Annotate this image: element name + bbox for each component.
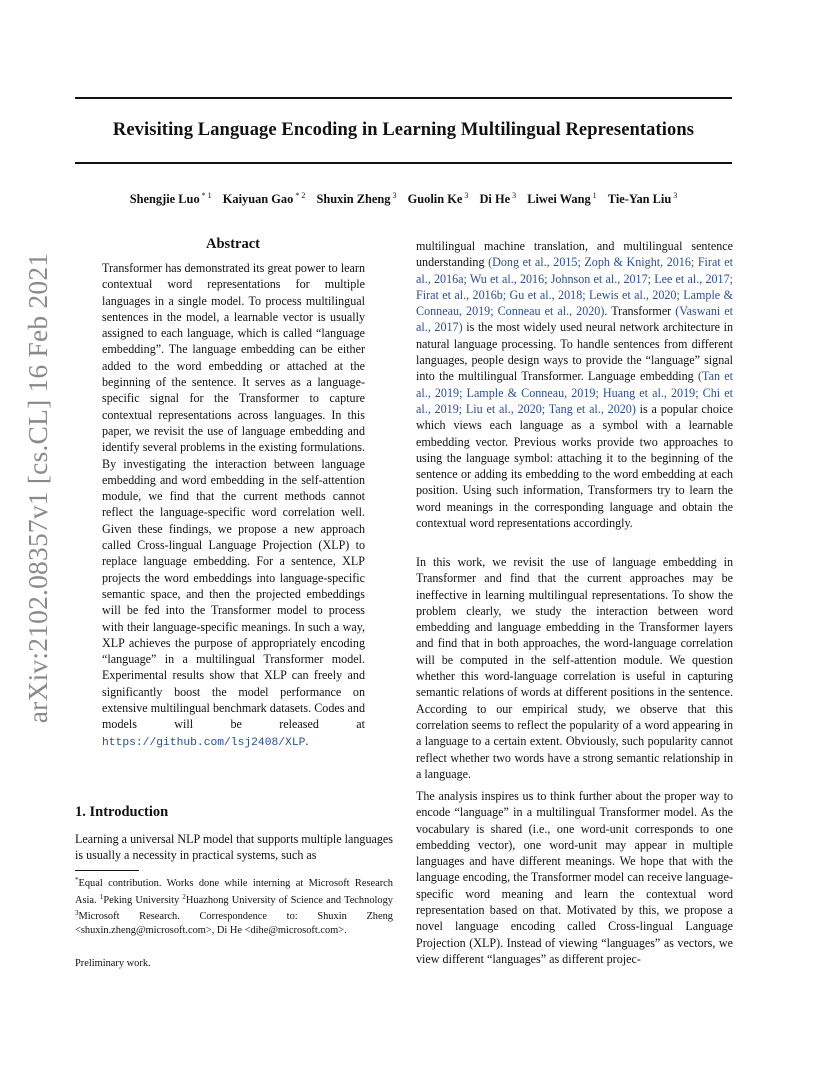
arxiv-id: arXiv:2102.08357v1 [cs.CL] 16 Feb 2021 [22, 252, 53, 723]
abstract-heading: Abstract [206, 236, 260, 252]
citation-link[interactable]: (Tan et al., 2019; Lample & Conneau, 2019; Huang et al., 2019; Chi et al., 2019; Liu et al., 2020; Tang et al., 2020) [416, 369, 733, 416]
abstract-text: Transformer has demonstrated its great power to learn contextual word representations for multiple languages in a single model. To process multilingual sentences in the model, a learnable vector is usually assigned to each language, which is called “language embedding”. The language embedding can be either added to the word embedding or attached at the beginning of the sentence. It serves as a language-specific signal for the Transformer to capture contextual representations across languages. In this paper, we revisit the use of language embedding and identify several problems in the existing formulations. By investigating the interaction between language embedding and word embedding in the self-attention module, we find that the current methods cannot reflect the language-specific word correlation well. Given these findings, we propose a new approach called Cross-lingual Language Projection (XLP) to replace language embedding. For a sentence, XLP projects the word embeddings into language-specific semantic space, and then the projected embeddings will be fed into the Transformer model to process with their language-specific meanings. In such a way, XLP achieves the purpose of appropriately encoding “language” in a multilingual Transformer model. Experimental results show that XLP can freely and significantly boost the model performance on extensive multilingual benchmark datasets. Codes and models will be released at [102, 261, 365, 732]
code-link[interactable]: https://github.com/lsj2408/XLP [102, 736, 306, 749]
author: Liwei Wang $^1$ [527, 191, 597, 206]
author: Di He $^3$ [479, 191, 517, 206]
author: Shuxin Zheng $^3$ [316, 191, 397, 206]
author: Kaiyuan Gao $^{* 2}$ [222, 191, 306, 206]
author: Shengjie Luo $^{* 1}$ [129, 191, 212, 206]
abstract-body: Transformer has demonstrated its great power to learn contextual word representations for multiple languages in a single model. To process multilingual sentences in the model, a learnable vector is usually assigned to each language, which is called “language embedding”. The language embedding can be either added to the word embedding or attached at the beginning of the sentence. It serves as a language-specific signal for the Transformer to capture contextual representations across languages. In this paper, we revisit the use of language embedding and identify several problems in the existing formulations. By investigating the interaction between language embedding and word embedding in the self-attention module, we find that the current methods cannot reflect the language-specific word correlation well. Given these findings, we propose a new approach called Cross-lingual Language Projection (XLP) to replace language embedding. For a sentence, XLP projects the word embeddings into language-specific semantic space, and then the projected embeddings will be fed into the Transformer model to process with their language-specific meanings. In such a way, XLP achieves the purpose of appropriately encoding “language” in a multilingual Transformer model. Experimental results show that XLP can freely and significantly boost the model performance on extensive multilingual benchmark datasets. Codes and models will be released at https://github.com/lsj2408/XLP. [102, 261, 365, 749]
right-column-paragraph-3: The analysis inspires us to think further about the proper way to encode “language” in a multilingual Transformer model. As the vocabulary is shared (i.e., one word-unit corresponds to one embedding vector), one word-unit may appear in multiple languages and have different meanings. We hope that with the language encoding, the Transformer model can receive language-specific word meaning and learn the contextual word representation based on that. Motivated by this, we propose a novel language encoding called Cross-lingual Language Projection (XLP). Instead of viewing “languages” as vectors, we view different “languages” as different projec- [416, 789, 733, 966]
right-column-paragraph-1: multilingual machine translation, and multilingual sentence understanding (Dong et al., 2015; Zoph & Knight, 2016; Firat et al., 2016a; Wu et al., 2016; Johnson et al., 2017; Lee et al., 2017; Firat et al., 2016b; Gu et al., 2018; Lewis et al., 2020; Lample & Conneau, 2019; Conneau et al., 2020). Transformer (Vaswani et al., 2017) is the most widely used neural network architecture in natural language processing. To handle sentences from different languages, people design ways to provide the “language” signal into the multilingual Transformer. Language embedding (Tan et al., 2019; Lample & Conneau, 2019; Huang et al., 2019; Chi et al., 2019; Liu et al., 2020; Tang et al., 2020) is a popular choice which views each language as a symbol with a learnable embedding vector. Previous works provide two approaches to using the language symbol: attaching it to the beginning of the sentence or adding its embedding to the word embedding at each position. Using such information, Transformers try to learn the word meanings in the corresponding language and obtain the contextual word representations accordingly. [416, 239, 734, 531]
citation-link[interactable]: (Dong et al., 2015; Zoph & Knight, 2016; Firat et al., 2016a; Wu et al., 2016; Johnson et al., 2017; Lee et al., 2017; Firat et al., 2016b; Gu et al., 2018; Lewis et al., 2020; Lample & Conneau, 2019; Conneau et al., 2020) [416, 255, 733, 319]
preliminary-note: Preliminary work. [75, 958, 151, 969]
arxiv-stamp [14, 252, 62, 723]
introduction-heading: 1. Introduction [75, 804, 169, 820]
introduction-body: Learning a universal NLP model that supports multiple languages is usually a necessity in practical systems, such as [75, 832, 393, 863]
author: Tie-Yan Liu $^3$ [607, 191, 678, 206]
footnote-rule [75, 870, 139, 871]
citation-link[interactable]: (Vaswani et al., 2017) [416, 304, 733, 335]
title-top-rule [75, 97, 732, 99]
author-list [75, 191, 732, 207]
title-bottom-rule [75, 162, 732, 164]
footnote: *Equal contribution. Works done while interning at Microsoft Research Asia. $^1$Peking University $^2$Huazhong University of Science and Technology $^3$Microsoft Research. Correspondence to: Shuxin Zheng <shuxin.zheng@microsoft.com>, Di He <dihe@microsoft.com>. [75, 876, 393, 936]
right-column-paragraph-2: In this work, we revisit the use of language embedding in Transformer and find that the current approaches may be ineffective in learning multilingual representations. To show the problem clearly, we study the interaction between word embedding and language embedding in the Transformer layers and find that in both approaches, the word-language correlation will be computed in the self-attention module. We question whether this word-language correlation is useful in capturing semantic relations of words at different positions in the sentence. According to our empirical study, we observe that this correlation seems to reflect the popularity of a word appearing in a language to a certain extent. Obviously, such popularity cannot reflect whether two words have a strong semantic relationship in a language. [416, 555, 733, 781]
paper-title: Revisiting Language Encoding in Learning Multilingual Representations [112, 120, 695, 140]
author: Guolin Ke $^3$ [407, 191, 469, 206]
